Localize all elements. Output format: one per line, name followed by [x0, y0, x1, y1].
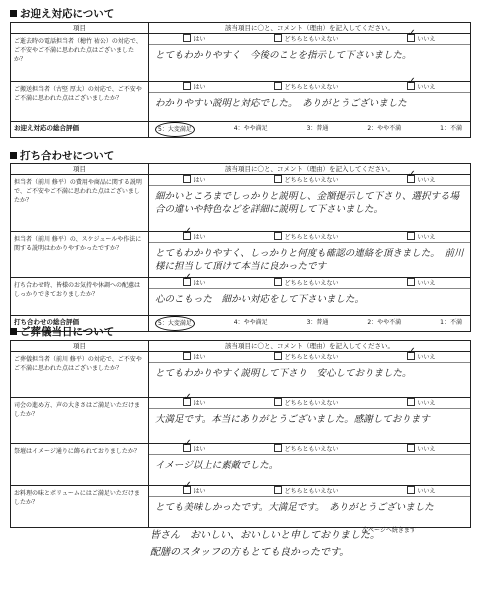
checkbox-yes[interactable] — [183, 352, 191, 360]
rating-option[interactable]: 3：普通 — [306, 319, 329, 326]
answer-cell — [149, 232, 471, 278]
tail-comment — [150, 527, 470, 561]
checkbox-neutral[interactable] — [274, 486, 282, 494]
handwritten-comment: 大満足です。本当にありがとうございました。感謝しております — [155, 414, 430, 425]
answer-options: ✓はい どちらともいえない いいえ — [149, 486, 470, 497]
rating-label: お迎え対応の総合評価 — [11, 122, 149, 138]
answer-cell — [149, 444, 471, 486]
handwritten-comment: とてもわかりやすく説明して下さり 安心しておりました。 — [155, 368, 412, 379]
handwritten-comment: 心のこもった 細かい対応をして下さいました。 — [155, 294, 365, 305]
handwritten-comment: イメージ以上に素敵でした。 — [155, 460, 279, 471]
checkbox-neutral[interactable] — [274, 34, 282, 42]
handwritten-comment: 皆さん おいしい、おいしいと申しておりました。 — [150, 530, 380, 541]
checkbox-no[interactable] — [407, 444, 415, 452]
rating-option-selected[interactable]: 5：大変満足 — [155, 122, 195, 137]
answer-cell — [149, 486, 471, 528]
question-text: ご逝去時の電話担当者（穂竹 祐公）の対応で、ご不安やご不満に思われた点はございましたか？ — [11, 34, 149, 82]
rating-option[interactable]: 1：不満 — [440, 319, 462, 326]
checkbox-no[interactable] — [407, 82, 415, 90]
square-bullet-icon — [10, 152, 17, 159]
handwritten-comment: 配膳のスタッフの方もとても良かったです。 — [150, 547, 350, 558]
checkbox-neutral[interactable] — [274, 444, 282, 452]
answer-cell — [149, 34, 471, 82]
answer-options: はい どちらともいえない ✓ いいえ — [149, 82, 470, 93]
checkbox-neutral[interactable] — [274, 175, 282, 183]
question-text: ご搬送担当者（古堅 厚太）の対応で、ご不安やご不満に思われた点はございましたか？ — [11, 82, 149, 122]
section-title-meeting: 打ち合わせについて — [10, 148, 114, 163]
answer-options: ✓ はい どちらともいえない いいえ — [149, 444, 470, 455]
square-bullet-icon — [10, 10, 17, 17]
instruction-header: 該当項目に〇と、コメント（理由）を記入してください。 — [149, 341, 471, 352]
handwritten-comment: とてもわかりやすく 今後のことを指示して下さいました。 — [155, 50, 412, 61]
rating-option[interactable]: 4：やや満足 — [233, 319, 268, 326]
square-bullet-icon — [10, 328, 17, 335]
checkbox-yes[interactable] — [183, 486, 191, 494]
instruction-header: 該当項目に〇と、コメント（理由）を記入してください。 — [149, 164, 471, 175]
question-text: 司会の進め方、声の大きさはご満足いただけましたか？ — [11, 398, 149, 444]
checkbox-no[interactable] — [407, 278, 415, 286]
checkbox-neutral[interactable] — [274, 352, 282, 360]
checkbox-no[interactable] — [407, 232, 415, 240]
rating-option[interactable]: 1：不満 — [440, 125, 462, 132]
section-title-pickup: お迎え対応について — [10, 6, 114, 21]
question-text: お料理の味とボリュームにはご満足いただけましたか？ — [11, 486, 149, 528]
rating-option-selected[interactable]: 5：大変満足 — [155, 316, 195, 331]
checkbox-neutral[interactable] — [274, 232, 282, 240]
checkbox-no[interactable] — [407, 486, 415, 494]
rating-label: 打ち合わせの総合評価 — [11, 316, 149, 332]
next-page-note: 次ページへ続きます — [362, 527, 416, 534]
item-header: 項目 — [11, 164, 149, 175]
rating-option[interactable]: 4：やや満足 — [233, 125, 268, 132]
question-text: 担当者（前川 修平）の費用や商品に関する説明で、ご不安やご不満に思われた点はございましたか？ — [11, 175, 149, 232]
question-text: 打ち合わせ時、皆様のお気持や休調への配慮はしっかりできておりましたか？ — [11, 278, 149, 316]
rating-option[interactable]: 3：普通 — [306, 125, 329, 132]
checkbox-yes[interactable] — [183, 82, 191, 90]
answer-cell — [149, 352, 471, 398]
instruction-header: 該当項目に〇と、コメント（理由）を記入してください。 — [149, 23, 471, 34]
checkbox-neutral[interactable] — [274, 398, 282, 406]
answer-options: はい どちらともいえない ✓ いいえ — [149, 352, 470, 363]
answer-cell — [149, 278, 471, 316]
rating-option[interactable]: 2：やや不満 — [367, 319, 402, 326]
question-text: 担当者（前川 修平）の、スケジュールや作法に関する説明はわかりやすかったですか？ — [11, 232, 149, 278]
checkbox-no[interactable] — [407, 398, 415, 406]
meeting-table — [10, 163, 471, 332]
checkbox-yes[interactable] — [183, 278, 191, 286]
handwritten-comment: とてもわかりやすく、しっかりと何度も確認の連絡を頂きました。 前川様に担当して頂けて本当に良かったです — [155, 248, 464, 272]
checkbox-yes[interactable] — [183, 398, 191, 406]
rating-scale — [149, 122, 471, 138]
answer-cell — [149, 82, 471, 122]
handwritten-comment: 細かいところまでしっかりと説明し、金額提示して下さり、選択する場合の違いや特色などを詳細に説明して下さいました。 — [155, 191, 460, 215]
item-header: 項目 — [11, 23, 149, 34]
answer-options: ✓はい どちらともいえない いいえ — [149, 232, 470, 243]
answer-options: ✓はい どちらともいえない いいえ — [149, 278, 470, 289]
answer-cell — [149, 398, 471, 444]
question-text: 祭壇はイメージ通りに飾られておりましたか？ — [11, 444, 149, 486]
checkbox-neutral[interactable] — [274, 82, 282, 90]
checkbox-yes[interactable] — [183, 34, 191, 42]
checkbox-yes[interactable] — [183, 175, 191, 183]
section-title-funeral-day: ご葬儀当日について — [10, 324, 114, 339]
checkbox-neutral[interactable] — [274, 278, 282, 286]
pickup-table — [10, 22, 471, 138]
answer-options: はい どちらともいえない ✓ いいえ — [149, 34, 470, 45]
checkbox-yes[interactable] — [183, 232, 191, 240]
item-header: 項目 — [11, 341, 149, 352]
question-text: ご葬儀担当者（前川 修平）の対応で、ご不安やご不満に思われた点はございましたか？ — [11, 352, 149, 398]
handwritten-comment: とても美味しかったです。大満足です。 ありがとうございました — [155, 502, 434, 513]
answer-options: はい どちらともいえない ✓ いいえ — [149, 175, 470, 186]
handwritten-comment: わかりやすい説明と対応でした。 ありがとうございました — [155, 98, 407, 109]
funeral-day-table — [10, 340, 471, 528]
checkbox-yes[interactable] — [183, 444, 191, 452]
checkbox-no[interactable] — [407, 34, 415, 42]
answer-cell — [149, 175, 471, 232]
answer-options: ✓はい どちらともいえない いいえ — [149, 398, 470, 409]
rating-scale — [149, 316, 471, 332]
rating-option[interactable]: 2：やや不満 — [367, 125, 402, 132]
checkbox-no[interactable] — [407, 175, 415, 183]
checkbox-no[interactable] — [407, 352, 415, 360]
